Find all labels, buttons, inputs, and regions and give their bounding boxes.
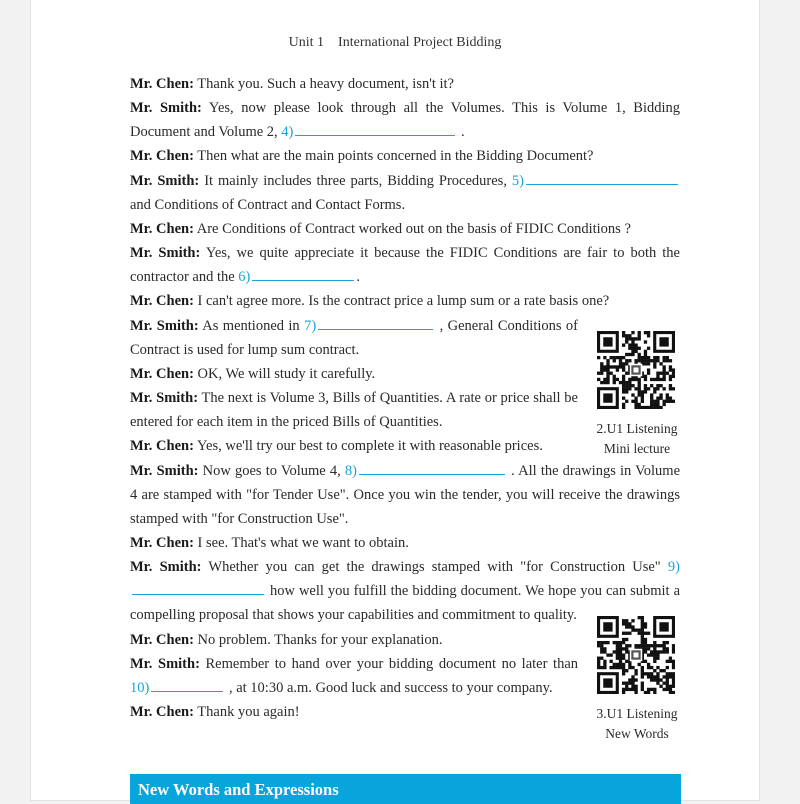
utterance-end: , General Conditions of Contract is used for lump sum contract.: [130, 317, 579, 358]
qr-caption-line: New Words: [605, 725, 669, 741]
dialogue-line: [130, 434, 578, 458]
dialogue-line: [130, 386, 578, 434]
utterance: Thank you again!: [197, 704, 300, 721]
utterance: Yes, we quite appreciate it because the FIDIC Conditions are fair to both the contractor and the: [130, 245, 680, 286]
qr-caption: [577, 419, 697, 458]
utterance-end: how well you fulfill the bidding document. We hope you can submit a compelling proposal that shows your capabilities and commitment to quality.: [130, 583, 680, 624]
answer-blank[interactable]: [295, 121, 455, 136]
speaker: Mr. Smith:: [130, 390, 199, 407]
speaker: Mr. Chen:: [130, 76, 194, 92]
dialogue-line: [130, 96, 680, 144]
dialogue-line: [130, 459, 680, 531]
blank-number: 6): [238, 269, 251, 286]
utterance-end: and Conditions of Contract and Contact Forms.: [130, 196, 406, 213]
document-page: [31, 0, 759, 800]
utterance-end: .: [356, 269, 361, 286]
speaker: Mr. Chen:: [130, 438, 194, 455]
blank-number: 7): [304, 317, 317, 334]
answer-blank[interactable]: [318, 315, 433, 330]
answer-blank[interactable]: [132, 580, 264, 595]
utterance: OK, We will study it carefully.: [197, 365, 376, 382]
dialogue-line: [130, 217, 680, 241]
dialogue-line: [130, 628, 578, 652]
unit-label: Unit 1: [288, 35, 325, 50]
utterance: Yes, now please look through all the Volumes. This is Volume 1, Bidding Document and Volume 2,: [130, 100, 680, 141]
utterance: No problem. Thanks for your explanation.: [197, 631, 443, 648]
speaker: Mr. Chen:: [130, 534, 194, 551]
utterance: I see. That's what we want to obtain.: [197, 534, 409, 551]
speaker: Mr. Smith:: [130, 559, 202, 576]
utterance: As mentioned in: [202, 317, 300, 334]
blank-number: 9): [667, 559, 680, 576]
dialogue-line: [130, 289, 680, 313]
qr-code-mini-lecture[interactable]: [597, 331, 675, 409]
answer-blank[interactable]: [151, 677, 223, 692]
speaker: Mr. Smith:: [130, 172, 200, 189]
speaker: Mr. Chen:: [130, 293, 194, 310]
dialogue-line: [130, 241, 680, 289]
utterance: Yes, we'll try our best to complete it with reasonable prices.: [197, 438, 543, 455]
utterance: I can't agree more. Is the contract price a lump sum or a rate basis one?: [197, 293, 610, 310]
running-header: [31, 35, 759, 51]
speaker: Mr. Chen:: [130, 148, 194, 165]
qr-code-icon: [597, 331, 675, 409]
section-title: New Words and Expressions: [138, 780, 339, 799]
speaker: Mr. Chen:: [130, 631, 194, 648]
utterance: Remember to hand over your bidding document no later than: [205, 655, 579, 672]
utterance: Then what are the main points concerned in the Bidding Document?: [197, 148, 594, 165]
blank-number: 4): [281, 124, 294, 141]
blank-number: 10): [130, 679, 150, 696]
qr-code-new-words[interactable]: [597, 616, 675, 694]
dialogue-line: [130, 652, 578, 700]
dialogue-line: [130, 314, 578, 362]
speaker: Mr. Chen:: [130, 365, 194, 382]
utterance-end: .: [461, 124, 465, 141]
utterance-end: , at 10:30 a.m. Good luck and success to your company.: [228, 679, 553, 696]
answer-blank[interactable]: [252, 266, 354, 281]
speaker: Mr. Smith:: [130, 317, 199, 334]
speaker: Mr. Smith:: [130, 655, 200, 672]
qr-caption: [577, 704, 697, 743]
utterance: The next is Volume 3, Bills of Quantities. A rate or price shall be entered for each item in the priced Bills of Quantities.: [130, 390, 578, 431]
qr-code-icon: [597, 616, 675, 694]
unit-title: International Project Bidding: [338, 35, 502, 50]
speaker: Mr. Chen:: [130, 704, 194, 721]
qr-caption-line: Mini lecture: [603, 440, 671, 456]
blank-number: 5): [511, 172, 524, 189]
speaker: Mr. Smith:: [130, 462, 199, 479]
utterance: Thank you. Such a heavy document, isn't it?: [197, 76, 454, 92]
qr-caption-line: 3.U1 Listening: [596, 706, 678, 721]
qr-caption-line: 2.U1 Listening: [596, 421, 678, 436]
dialogue-line: [130, 169, 680, 217]
answer-blank[interactable]: [359, 460, 505, 475]
utterance-end: . All the drawings in Volume 4 are stamped with "for Tender Use". Once you win the tender, you will receive the drawings stamped with "for Construction Use".: [130, 462, 681, 527]
dialogue-line: [130, 72, 680, 96]
utterance: Now goes to Volume 4,: [202, 462, 341, 479]
utterance: Are Conditions of Contract worked out on the basis of FIDIC Conditions ?: [196, 220, 631, 237]
answer-blank[interactable]: [526, 170, 678, 185]
blank-number: 8): [344, 462, 357, 479]
speaker: Mr. Smith:: [130, 100, 202, 117]
speaker: Mr. Chen:: [130, 220, 194, 237]
dialogue-line: [130, 144, 680, 168]
dialogue-line: [130, 362, 578, 386]
speaker: Mr. Smith:: [130, 245, 201, 262]
utterance: Whether you can get the drawings stamped with "for Construction Use": [208, 559, 661, 576]
dialogue-line: [130, 531, 680, 555]
utterance: It mainly includes three parts, Bidding Procedures,: [204, 172, 507, 189]
